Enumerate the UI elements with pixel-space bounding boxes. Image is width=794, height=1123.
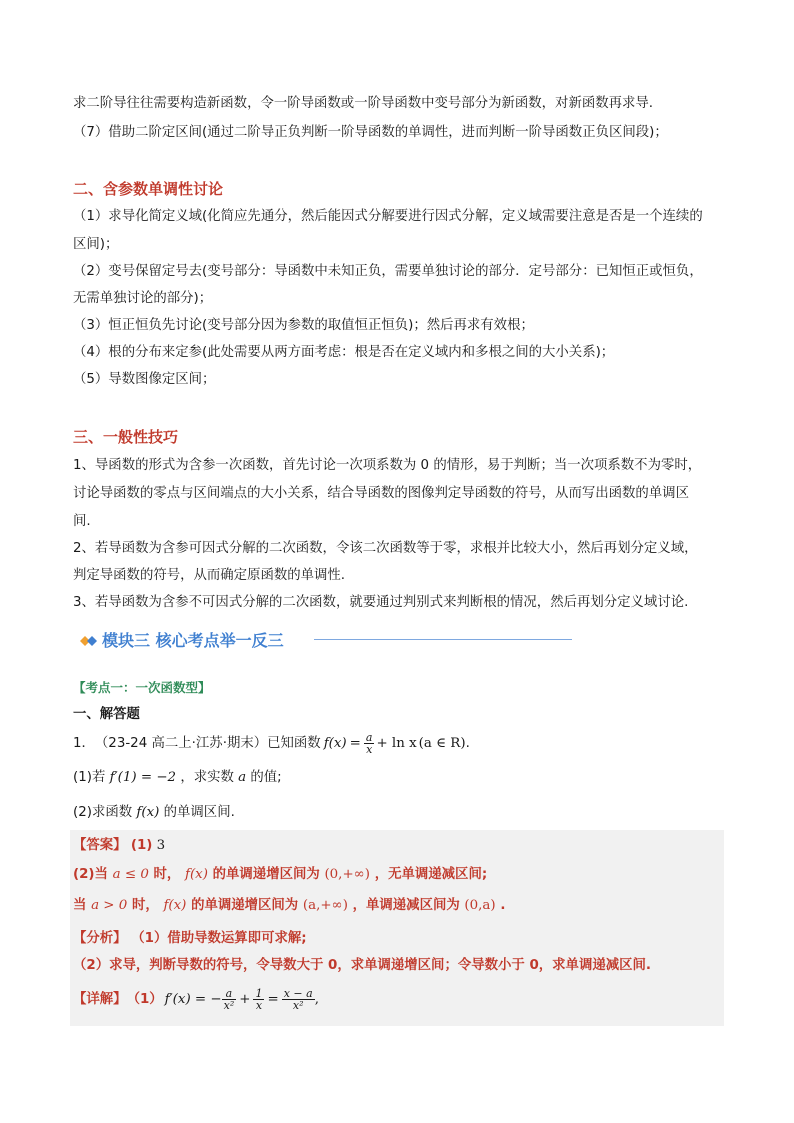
- section2-line: （3）恒正恒负先讨论(变号部分因为参数的取值恒正恒负)；然后再求有效根；: [73, 318, 534, 333]
- analysis-line-2: （2）求导，判断导数的符号，令导数大于 0，求单调递增区间；令导数小于 0，求单调递减区间.: [73, 958, 651, 973]
- answer-label: 【答案】: [73, 838, 127, 853]
- plus-lnx: + ln x: [376, 735, 417, 751]
- answer-line-1: 【答案】 (1) 3: [73, 838, 166, 853]
- module-banner: [80, 628, 284, 651]
- answer-line-3: 当 a > 0 时， f(x) 的单调递增区间为 (a,+∞) ，单调递减区间为 (0,a) .: [73, 898, 506, 913]
- f1-condition: f′(1) = −2: [109, 770, 177, 785]
- detail-line: 【详解】 （1） f′(x) = − $\frac{a}{\text{x²}}$ + $\frac{1}{x}$ = $\frac{x - a}{\text{x²}}$ ,: [73, 987, 319, 1012]
- kaodian-label: 【考点一：一次函数型】: [73, 680, 211, 695]
- intro-line-2: （7）借助二阶定区间(通过二阶导正负判断一阶导函数的单调性，进而判断一阶导函数正负区间段)；: [73, 125, 668, 140]
- analysis-line-1: 【分析】 （1）借助导数运算即可求解;: [73, 931, 307, 946]
- domain-a: (a ∈ R): [418, 735, 466, 751]
- section3-line: 判定导函数的符号，从而确定原函数的单调性.: [73, 568, 346, 583]
- detail-label: 【详解】: [73, 991, 127, 1007]
- section2-line: （2）变号保留定号去(变号部分：导函数中未知正负，需要单独讨论的部分．定号部分：已知恒正或恒负，: [73, 264, 703, 279]
- section3-line: 2、若导函数为含参可因式分解的二次函数，令该二次函数等于零，求根并比较大小，然后再划分定义域，: [73, 541, 698, 556]
- section2-line: （1）求导化简定义域(化简应先通分，然后能因式分解要进行因式分解，定义域需要注意是否是一个连续的: [73, 209, 703, 224]
- section2-line: （4）根的分布来定参(此处需要从两方面考虑：根是否在定义域内和多根之间的大小关系)；: [73, 345, 615, 360]
- section2-line: （5）导数图像定区间；: [73, 372, 216, 387]
- problem-type: 一、解答题: [73, 707, 140, 722]
- a-over-x: $\frac{a}{x}$: [365, 731, 373, 756]
- part1: (1)若 f′(1) = −2 ，求实数 a 的值;: [73, 770, 282, 785]
- module-divider: [314, 639, 572, 640]
- problem-source: （23-24 高二上·江苏·期末）已知函数: [94, 735, 321, 751]
- part2: (2)求函数 f(x) 的单调区间.: [73, 805, 235, 820]
- answer-line-2: (2)当 a ≤ 0 时， f(x) 的单调递增区间为 (0,+∞) ，无单调递减区间;: [73, 867, 488, 882]
- section-heading-3: 三、一般性技巧: [73, 428, 179, 446]
- section-heading-2: 二、含参数单调性讨论: [73, 180, 224, 198]
- problem-number: 1．: [73, 735, 95, 751]
- module-title: 模块三 核心考点举一反三: [102, 631, 284, 650]
- section2-line: 无需单独讨论的部分)；: [73, 291, 213, 306]
- fx: f(x): [323, 735, 347, 751]
- section3-line: 1、导函数的形式为含参一次函数，首先讨论一次项系数为 0 的情形，易于判断；当一次项系数不为零时，: [73, 458, 702, 473]
- double-diamond-icon: [80, 633, 98, 647]
- section3-line: 讨论导函数的零点与区间端点的大小关系，结合导函数的图像判定导函数的符号，从而写出函数的单调区: [73, 486, 689, 501]
- section2-line: 区间)；: [73, 237, 119, 252]
- intro-line-1: 求二阶导往往需要构造新函数，令一阶导函数或一阶导函数中变号部分为新函数，对新函数再求导.: [73, 96, 654, 111]
- analysis-label: 【分析】: [73, 931, 127, 946]
- section3-line: 间.: [73, 514, 91, 529]
- problem-statement: 1． （23-24 高二上·江苏·期末）已知函数 f(x) = $\frac{a}{x}$ + ln x (a ∈ R) .: [73, 731, 470, 756]
- section3-line: 3、若导函数为含参不可因式分解的二次函数，就要通过判别式来判断根的情况，然后再划分定义域讨论.: [73, 595, 689, 610]
